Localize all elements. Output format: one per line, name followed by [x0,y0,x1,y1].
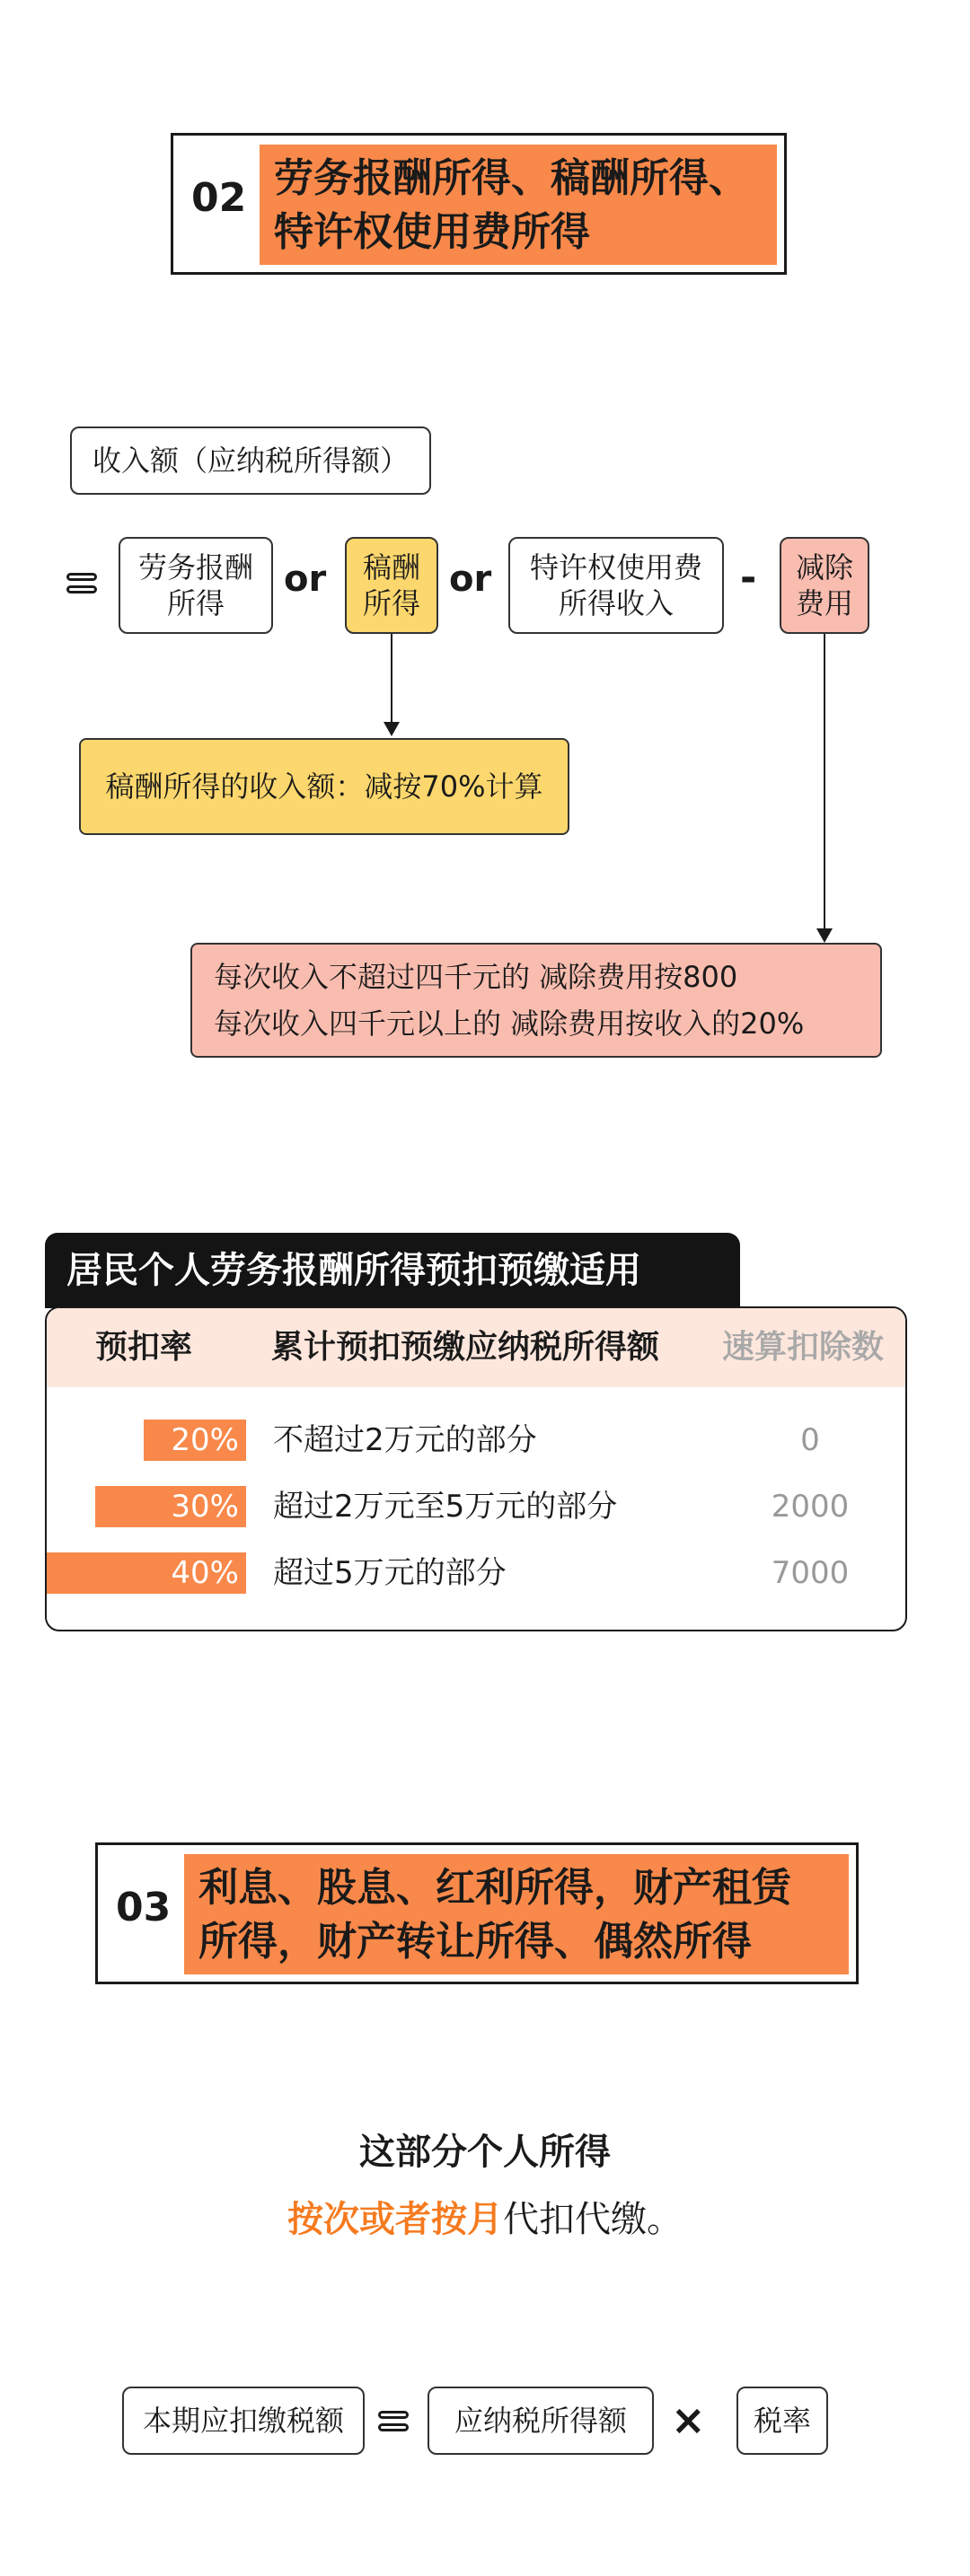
section-03-number: 03 [116,1885,172,1930]
row-deduction: 0 [800,1422,820,1458]
minus-operator: - [740,555,757,601]
rate-table [45,1306,907,1631]
formula-item-deduction [780,537,869,634]
statement-highlight: 按次或者按月 [287,2199,503,2240]
or-operator-2: or [449,558,492,600]
arrow-line-deduction [824,634,825,930]
section-02-title-line2: 特许权使用费所得 [274,209,590,255]
bottom-formula-taxable-income: 应纳税所得额 [428,2387,654,2455]
formula-item1-line1: 劳务报酬 [137,550,253,585]
formula-item3-line2: 所得收入 [558,586,674,620]
deduction-rule-note [190,943,882,1058]
section-02-title [260,145,777,265]
formula-label: 收入额（应纳税所得额） [70,426,431,495]
rate-bar-30: 30% [95,1486,246,1527]
formula-item3-line1: 特许权使用费 [529,550,702,585]
row-deduction: 7000 [771,1555,850,1591]
row-range: 超过5万元的部分 [273,1555,507,1591]
bottom-formula-withholding-tax: 本期应扣缴税额 [122,2387,365,2455]
row-range: 超过2万元至5万元的部分 [273,1489,618,1525]
deduction-rule-line1: 每次收入不超过四千元的 减除费用按800 [214,960,738,994]
section-02-title-line1: 劳务报酬所得、稿酬所得、 [274,155,748,201]
section-03-title-line2: 所得，财产转让所得、偶然所得 [198,1919,752,1965]
arrow-line-royalty [391,634,392,724]
section-03-title-line1: 利息、股息、红利所得，财产租赁 [198,1865,791,1911]
formula-item-royalty-income [345,537,438,634]
row-deduction: 2000 [771,1489,850,1525]
rate-bar-20: 20% [144,1420,246,1461]
royalty-income-note: 稿酬所得的收入额：减按70%计算 [79,738,569,835]
equals-icon-bottom-formula-bottom [378,2423,409,2431]
statement-line2 [0,2191,970,2242]
deduction-rule-line2: 每次收入四千元以上的 减除费用按收入的20% [214,1007,805,1041]
header-quick-deduction: 速算扣除数 [722,1329,885,1366]
arrow-head-royalty [384,722,400,736]
bottom-formula-tax-rate: 税率 [736,2387,828,2455]
rate-table-header [47,1308,905,1387]
arrow-head-deduction [816,928,833,943]
formula-item1-line2: 所得 [166,586,225,620]
or-operator-1: or [284,558,327,600]
rate-bar-40: 40% [47,1552,246,1594]
formula-item-franchise-income [508,537,724,634]
rate-table-tab-title: 居民个人劳务报酬所得预扣预缴适用 [45,1233,740,1308]
row-range: 不超过2万元的部分 [273,1422,537,1458]
formula-item2-line1: 稿酬 [362,550,420,585]
equals-icon-top [66,573,97,581]
section-03-title-box [95,1842,859,1984]
formula-item-labor-income [119,537,273,634]
statement-rest: 代扣代缴。 [503,2199,683,2240]
formula-item4-line1: 减除 [795,550,853,585]
section-03-title [184,1854,849,1974]
header-income-range: 累计预扣预缴应纳税所得额 [271,1329,660,1366]
multiply-icon: × [671,2396,706,2444]
section-02-number: 02 [191,175,247,221]
statement-line1: 这部分个人所得 [359,2132,611,2173]
equals-icon-bottom-formula-top [378,2411,409,2419]
formula-item4-line2: 费用 [795,586,853,620]
formula-item2-line2: 所得 [362,586,420,620]
equals-icon-bottom [66,585,97,593]
section-02-title-box [171,133,787,275]
header-rate: 预扣率 [95,1329,193,1366]
